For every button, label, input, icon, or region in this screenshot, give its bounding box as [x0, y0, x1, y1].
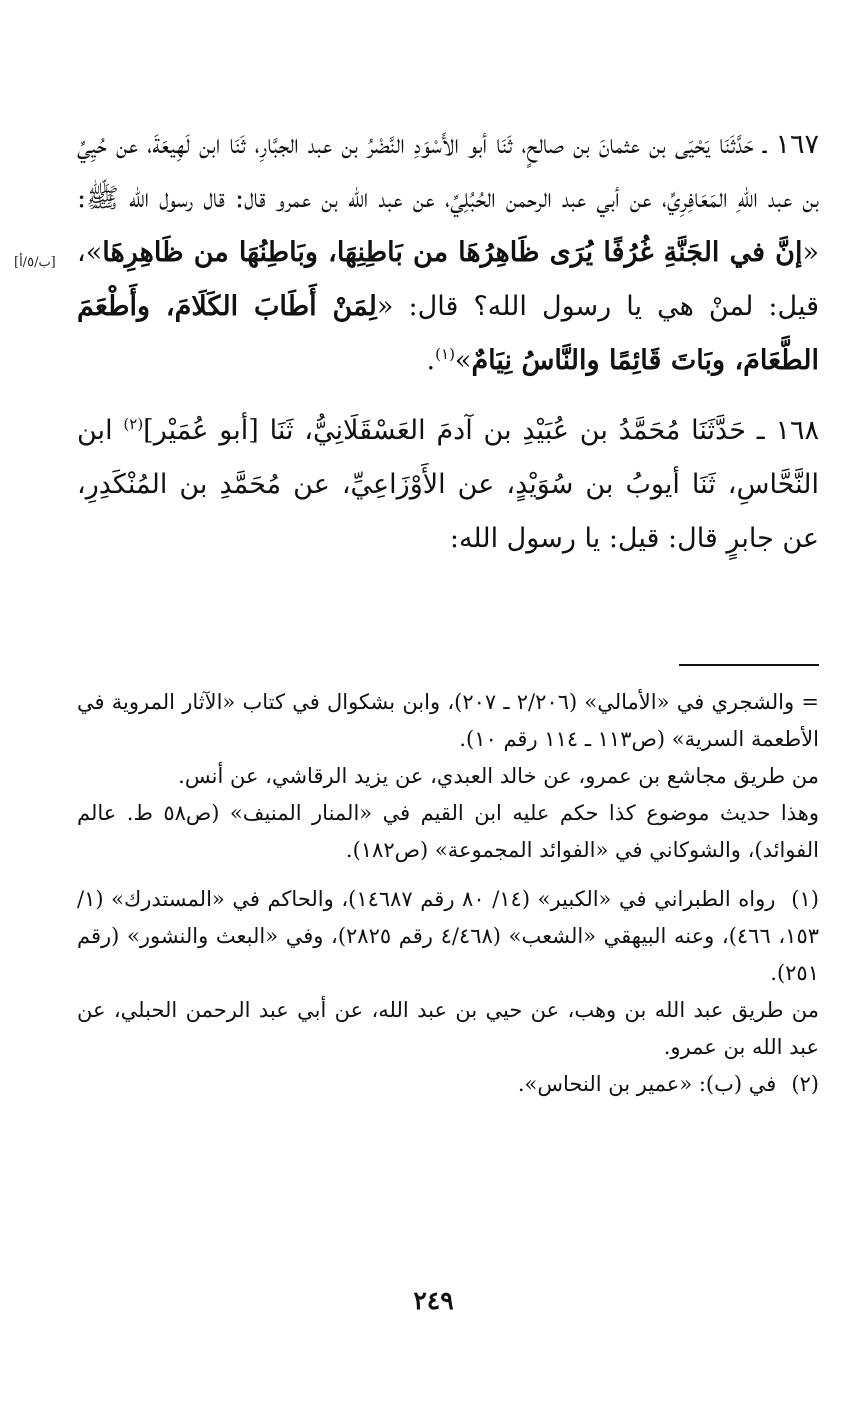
margin-folio-note: [ب/٥/أ]: [14, 255, 56, 270]
footnotes: [77, 684, 819, 1103]
footnote-paragraph: [77, 881, 819, 992]
footnote-ref[interactable]: (١): [435, 345, 455, 363]
hadith-167: [77, 118, 819, 388]
main-text: [77, 118, 819, 582]
hadith-isnad: ابن النَّحَّاسِ، ثَنَا أيوبُ بن سُوَيْدٍ، عن الأَوْزَاعِيِّ، عن مُحَمَّدِ بن المُنْكَدِرِ، عن جابرٍ قال: قيل: يا رسول الله:: [77, 415, 819, 554]
footnote-number: (١): [791, 887, 819, 911]
page-number: ٢٤٩: [413, 1286, 454, 1315]
hadith-text: »: [454, 345, 472, 376]
footnote-continuation: [77, 684, 819, 869]
footnote-separator: [679, 664, 819, 666]
hadith-text: .: [426, 345, 436, 376]
hadith-isnad: حَدَّثَنَا مُحَمَّدُ بن عُبَيْدِ بن آدمَ العَسْقَلَانِيُّ، ثَنَا [أبو عُمَيْر]: [143, 415, 746, 446]
footnote-ref[interactable]: (٢): [123, 415, 144, 433]
footnote-paragraph: من طريق مجاشع بن عمرو، عن خالد العبدي، عن يزيد الرقاشي، عن أنس.: [178, 764, 819, 788]
hadith-number: ١٦٨ ـ: [756, 415, 819, 446]
hadith-isnad: حَدَّثَنَا يَحْيَى بن عثمانَ بن صالحٍ، ثَنَا أبو الأَسْوَدِ النَّضْرُ بن عبد الجبَّارِ، ثَنَا ابن لَهِيعَةَ، عن حُيِيِّ بن عبد اللهِ المَعَافِرِيِّ، عن أبي عبد الرحمن الحُبُلِيِّ، عن عبد الله بن عمرو قال: قال رسول الله ﷺ: «: [77, 129, 819, 268]
hadith-matn: إنَّ في الجَنَّةِ غُرُفًا يُرَى ظَاهِرُهَا من بَاطِنِهَا، وبَاطِنُهَا من ظَاهِرِهَا: [102, 237, 803, 268]
footnote-1: [77, 881, 819, 1066]
footnote-2: [77, 1066, 819, 1103]
hadith-number: ١٦٧ ـ: [762, 129, 819, 160]
footnote-paragraph: وهذا حديث موضوع كذا حكم عليه ابن القيم في «المنار المنيف» (ص٥٨ ط. عالم الفوائد)، والشوكاني في «الفوائد المجموعة» (ص١٨٢).: [77, 801, 819, 862]
footnote-text: في (ب): «عمير بن النحاس».: [517, 1072, 777, 1096]
footnote-number: (٢): [791, 1072, 819, 1096]
hadith-168: [77, 404, 819, 566]
footnote-paragraph: من طريق عبد الله بن وهب، عن حيي بن عبد الله، عن أبي عبد الرحمن الحبلي، عن عبد الله بن عمرو.: [77, 998, 819, 1059]
footnote-paragraph: [77, 1066, 819, 1103]
footnote-text: رواه الطبراني في «الكبير» (١٤/ ٨٠ رقم ١٤٦٨٧)، والحاكم في «المستدرك» (١/ ١٥٣، ٤٦٦)، وعنه البيهقي «الشعب» (٤/٤٦٨ رقم ٢٨٢٥)، وفي «البعث والنشور» (رقم ٢٥١).: [77, 887, 820, 985]
footnote-paragraph: = والشجري في «الأمالي» (٢/٢٠٦ ـ ٢٠٧)، وابن بشكوال في كتاب «الآثار المروية في الأطعمة السرية» (ص١١٣ ـ ١١٤ رقم ١٠).: [77, 690, 819, 751]
hadith-text: »، قيل: لمنْ هي يا رسول الله؟ قال: «: [77, 237, 819, 322]
hadith-matn: لِمَنْ أَطَابَ الكَلَامَ، وأَطْعَمَ الطَّعَامَ، وبَاتَ قَائِمًا والنَّاسُ نِيَامٌ: [77, 291, 819, 376]
